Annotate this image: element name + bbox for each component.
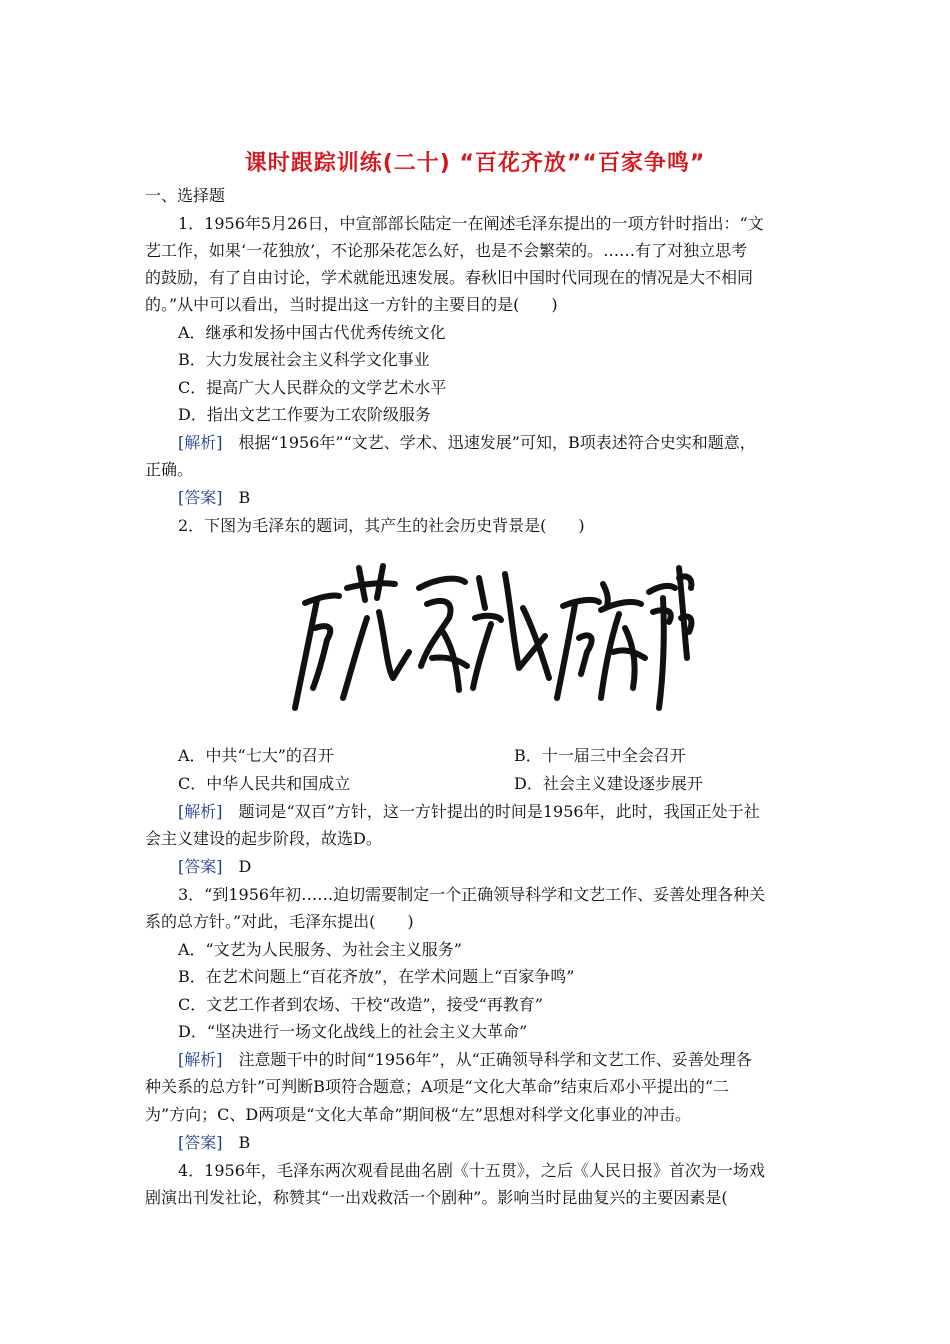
question-2-option-a: A．中共“七大”的召开 xyxy=(178,746,334,765)
question-1-text: 的。”从中可以看出，当时提出这一方针的主要目的是( ) xyxy=(145,295,558,314)
question-3-option-a: A．“文艺为人民服务、为社会主义服务” xyxy=(178,940,462,959)
question-3-option-b: B．在艺术问题上“百花齐放”，在学术问题上“百家争鸣” xyxy=(178,967,575,986)
question-1-text: 1．1956年5月26日，中宣部部长陆定一在阐述毛泽东提出的一项方针时指出：“文 xyxy=(178,214,764,233)
analysis-text: 题词是“双百”方针，这一方针提出的时间是1956年，此时，我国正处于社 xyxy=(222,802,760,821)
question-3-option-d: D．“坚决进行一场文化战线上的社会主义大革命” xyxy=(178,1022,528,1041)
question-2-answer xyxy=(178,857,251,877)
question-3-answer xyxy=(178,1133,250,1153)
document-title: 课时跟踪训练(二十) “百花齐放”“百家争鸣” xyxy=(244,151,706,176)
question-2-analysis-cont: 会主义建设的起步阶段，故选D。 xyxy=(145,829,382,848)
question-1-text: 的鼓励，有了自由讨论，学术就能迅速发展。春秋旧中国时代同现在的情况是大不相同 xyxy=(145,268,754,287)
question-2-option-d: D．社会主义建设逐步展开 xyxy=(514,774,703,793)
question-4-text: 剧演出刊发社论，称赞其“一出戏救活一个剧种”。影响当时昆曲复兴的主要因素是( xyxy=(145,1188,728,1207)
question-1-option-a: A．继承和发扬中国古代优秀传统文化 xyxy=(178,323,446,342)
analysis-tag: [解析] xyxy=(178,433,223,452)
answer-tag: [答案] xyxy=(178,1133,223,1152)
question-1-analysis-cont: 正确。 xyxy=(145,460,194,479)
question-4-text: 4．1956年，毛泽东两次观看昆曲名剧《十五贯》，之后《人民日报》首次为一场戏 xyxy=(178,1161,765,1180)
question-1-analysis xyxy=(178,433,756,453)
analysis-text: 注意题干中的时间“1956年”，从“正确领导科学和文艺工作、妥善处理各 xyxy=(222,1050,752,1069)
question-1-answer xyxy=(178,488,250,508)
question-2-analysis xyxy=(178,802,760,822)
question-1-option-b: B．大力发展社会主义科学文化事业 xyxy=(178,350,430,369)
question-3-text: 3．“到1956年初……迫切需要制定一个正确领导科学和文艺工作、妥善处理各种关 xyxy=(178,885,766,904)
question-3-analysis-cont: 为”方向；C、D两项是“文化大革命”期间极“左”思想对科学文化事业的冲击。 xyxy=(145,1105,691,1124)
analysis-tag: [解析] xyxy=(178,1050,223,1069)
question-1-option-d: D．指出文艺工作要为工农阶级服务 xyxy=(178,405,431,424)
question-1-option-c: C．提高广大人民群众的文学艺术水平 xyxy=(178,378,447,397)
answer-tag: [答案] xyxy=(178,488,223,507)
answer-tag: [答案] xyxy=(178,857,223,876)
question-3-option-c: C．文艺工作者到农场、干校“改造”，接受“再教育” xyxy=(178,995,543,1014)
answer-value: B xyxy=(222,1133,251,1152)
question-3-analysis xyxy=(178,1050,752,1070)
answer-value: D xyxy=(222,857,252,876)
question-2-option-b: B．十一届三中全会召开 xyxy=(514,746,686,765)
calligraphy-image xyxy=(287,548,697,718)
analysis-text: 根据“1956年”“文艺、学术、迅速发展”可知，B项表述符合史实和题意， xyxy=(222,433,756,452)
question-2-text: 2．下图为毛泽东的题词，其产生的社会历史背景是( ) xyxy=(178,516,585,535)
calligraphy-svg xyxy=(287,548,697,718)
question-1-text: 艺工作，如果‘一花独放’，不论那朵花怎么好，也是不会繁荣的。……有了对独立思考 xyxy=(145,241,748,260)
section-heading: 一、选择题 xyxy=(145,186,226,205)
question-2-option-c: C．中华人民共和国成立 xyxy=(178,774,351,793)
answer-value: B xyxy=(222,488,251,507)
question-3-analysis-cont: 种关系的总方针”可判断B项符合题意；A项是“文化大革命”结束后邓小平提出的“二 xyxy=(145,1077,730,1096)
analysis-tag: [解析] xyxy=(178,802,223,821)
question-3-text: 系的总方针。”对此，毛泽东提出( ) xyxy=(145,912,414,931)
